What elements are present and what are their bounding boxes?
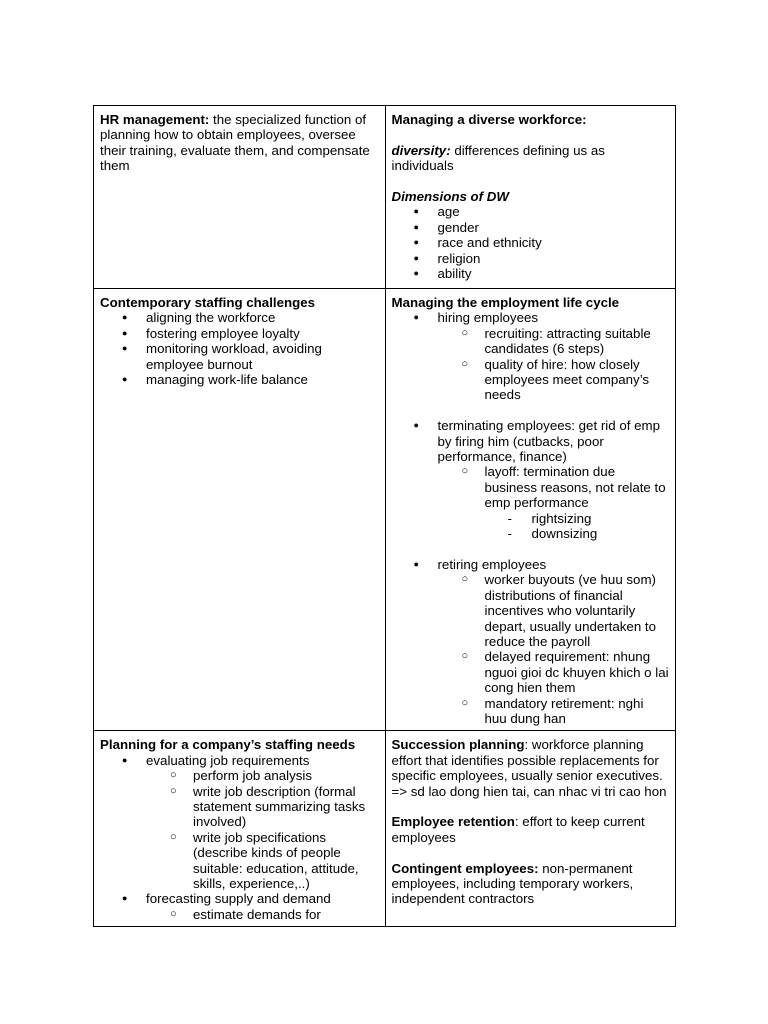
list-item: ● ability bbox=[392, 266, 670, 281]
list-item: ○ worker buyouts (ve huu som) distributions of financial incentives who voluntarily depart, usually undertaken to reduce the payroll bbox=[392, 572, 670, 649]
terminating-sublist bbox=[438, 464, 670, 541]
succession-text: : workforce planning effort that identifies possible replacements for specific employees, usually senior executives. => sd lao dong hien tai, can nhac vi tri cao hon bbox=[391, 737, 667, 799]
succession-title: Succession planning bbox=[391, 737, 525, 753]
lifecycle-list bbox=[392, 310, 670, 726]
dimensions-title: Dimensions of DW bbox=[391, 189, 509, 204]
retiring-label: retiring employees bbox=[437, 556, 547, 572]
list-item: ● race and ethnicity bbox=[392, 235, 670, 250]
retention-text: : effort to keep current employees bbox=[391, 814, 645, 845]
cell-staffing-challenges bbox=[94, 289, 386, 731]
layoff-sublist bbox=[485, 511, 670, 542]
list-item: ○ delayed requirement: nhung nguoi gioi dc khuyen khich o lai cong hien them bbox=[392, 649, 670, 695]
diversity-definition bbox=[392, 143, 670, 174]
list-item: ● gender bbox=[392, 220, 670, 235]
list-item: ○ write job description (formal statement summarizing tasks involved) bbox=[100, 784, 379, 830]
evaluating-sublist bbox=[146, 768, 379, 891]
evaluating-label: evaluating job requirements bbox=[146, 752, 310, 768]
list-item: ○ mandatory retirement: nghi huu dung han bbox=[392, 696, 670, 727]
terminating-label: terminating employees: get rid of emp by firing him (cutbacks, poor performance, finance) bbox=[437, 418, 660, 465]
list-item: ● age bbox=[392, 204, 670, 219]
diversity-text: differences defining us as individuals bbox=[391, 142, 605, 174]
list-item: ● aligning the workforce bbox=[100, 310, 379, 325]
hiring-sublist bbox=[438, 326, 670, 403]
hiring-label: hiring employees bbox=[437, 310, 539, 326]
list-item: ○ perform job analysis bbox=[100, 768, 379, 783]
list-item bbox=[100, 753, 379, 892]
staffing-title: Contemporary staffing challenges bbox=[100, 295, 316, 310]
retention-title: Employee retention bbox=[391, 814, 515, 830]
list-item bbox=[392, 418, 670, 557]
diversity-term: diversity: bbox=[391, 142, 451, 158]
list-item: - downsizing bbox=[392, 526, 670, 541]
cell-succession-planning bbox=[385, 731, 676, 927]
list-item: ○ estimate demands for bbox=[100, 907, 379, 922]
staffing-list bbox=[100, 310, 379, 387]
hr-definition bbox=[100, 112, 379, 174]
table-row bbox=[94, 289, 676, 731]
list-item: ○ recruiting: attracting suitable candidates (6 steps) bbox=[392, 326, 670, 357]
retiring-sublist bbox=[438, 572, 670, 726]
cell-employment-life-cycle bbox=[385, 289, 676, 731]
hr-title: HR management: bbox=[100, 112, 210, 127]
list-item bbox=[100, 891, 379, 922]
list-item bbox=[392, 464, 670, 541]
planning-title: Planning for a company’s staffing needs bbox=[100, 737, 356, 753]
list-item: ● religion bbox=[392, 251, 670, 266]
cell-planning-staffing bbox=[94, 731, 386, 927]
table-row bbox=[94, 731, 676, 927]
cell-hr-management bbox=[94, 106, 386, 289]
list-item bbox=[392, 310, 670, 418]
lifecycle-title: Managing the employment life cycle bbox=[391, 295, 620, 310]
succession-definition bbox=[392, 737, 670, 799]
diverse-title: Managing a diverse workforce: bbox=[391, 112, 587, 127]
forecasting-sublist bbox=[146, 907, 379, 922]
list-item: ● fostering employee loyalty bbox=[100, 326, 379, 341]
contingent-definition bbox=[392, 861, 670, 907]
planning-list bbox=[100, 753, 379, 922]
table-row bbox=[94, 106, 676, 289]
dimensions-list bbox=[392, 204, 670, 281]
retention-definition bbox=[392, 814, 670, 845]
cell-diverse-workforce bbox=[385, 106, 676, 289]
list-item: ○ quality of hire: how closely employees meet company’s needs bbox=[392, 357, 670, 403]
list-item: ● monitoring workload, avoiding employee burnout bbox=[100, 341, 379, 372]
list-item: ○ write job specifications (describe kinds of people suitable: education, attitude, skills, experience,..) bbox=[100, 830, 379, 892]
list-item: - rightsizing bbox=[392, 511, 670, 526]
layoff-label: layoff: termination due business reasons, not relate to emp performance bbox=[484, 464, 666, 511]
contingent-text: non-permanent employees, including temporary workers, independent contractors bbox=[391, 860, 634, 907]
list-item: ● managing work-life balance bbox=[100, 372, 379, 387]
forecasting-label: forecasting supply and demand bbox=[146, 891, 331, 907]
notes-table bbox=[93, 105, 676, 927]
hr-text: the specialized function of planning how to obtain employees, oversee their training, evaluate them, and compensate them bbox=[100, 112, 370, 174]
contingent-title: Contingent employees: bbox=[391, 860, 539, 876]
list-item bbox=[392, 557, 670, 726]
